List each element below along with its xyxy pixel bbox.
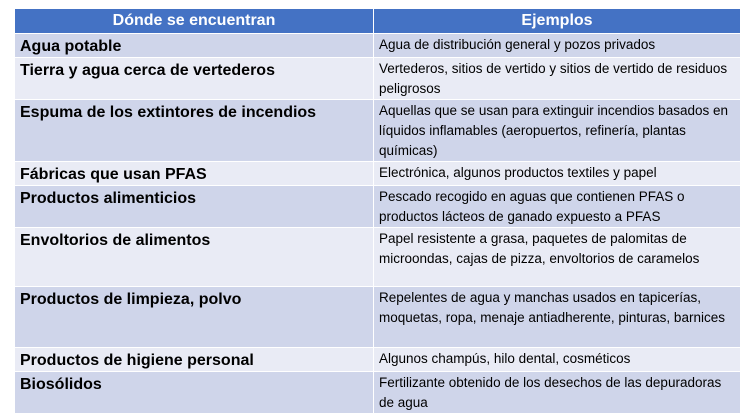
row-examples: Papel resistente a grasa, paquetes de palomitas de microondas, cajas de pizza, envoltorios de caramelos: [374, 228, 741, 287]
row-where: Productos de limpieza, polvo: [15, 287, 374, 348]
row-examples: Agua de distribución general y pozos privados: [374, 34, 741, 58]
row-where: Productos de higiene personal: [15, 348, 374, 372]
row-where: Biosólidos: [15, 372, 374, 414]
header-examples: Ejemplos: [374, 9, 741, 34]
row-examples: Fertilizante obtenido de los desechos de las depuradoras de agua: [374, 372, 741, 414]
row-examples: Algunos champús, hilo dental, cosméticos: [374, 348, 741, 372]
row-where: Agua potable: [15, 34, 374, 58]
row-where: Espuma de los extintores de incendios: [15, 100, 374, 162]
table-row: [15, 162, 741, 186]
table-row: [15, 34, 741, 58]
pfas-sources-table: [14, 8, 741, 414]
table-row: [15, 100, 741, 162]
row-where: Tierra y agua cerca de vertederos: [15, 58, 374, 100]
table-row: [15, 348, 741, 372]
table-row: [15, 186, 741, 228]
row-where: Productos alimenticios: [15, 186, 374, 228]
row-examples: Repelentes de agua y manchas usados en tapicerías, moquetas, ropa, menaje antiadherente, pinturas, barnices: [374, 287, 741, 348]
row-examples: Electrónica, algunos productos textiles y papel: [374, 162, 741, 186]
row-examples: Vertederos, sitios de vertido y sitios de vertido de residuos peligrosos: [374, 58, 741, 100]
header-where: Dónde se encuentran: [15, 9, 374, 34]
table-row: [15, 58, 741, 100]
table-header-row: [15, 9, 741, 34]
row-where: Envoltorios de alimentos: [15, 228, 374, 287]
row-examples: Aquellas que se usan para extinguir incendios basados en líquidos inflamables (aeropuertos, refinería, plantas químicas): [374, 100, 741, 162]
row-where: Fábricas que usan PFAS: [15, 162, 374, 186]
row-examples: Pescado recogido en aguas que contienen PFAS o productos lácteos de ganado expuesto a PFAS: [374, 186, 741, 228]
table-row: [15, 287, 741, 348]
table-row: [15, 372, 741, 414]
table-row: [15, 228, 741, 287]
